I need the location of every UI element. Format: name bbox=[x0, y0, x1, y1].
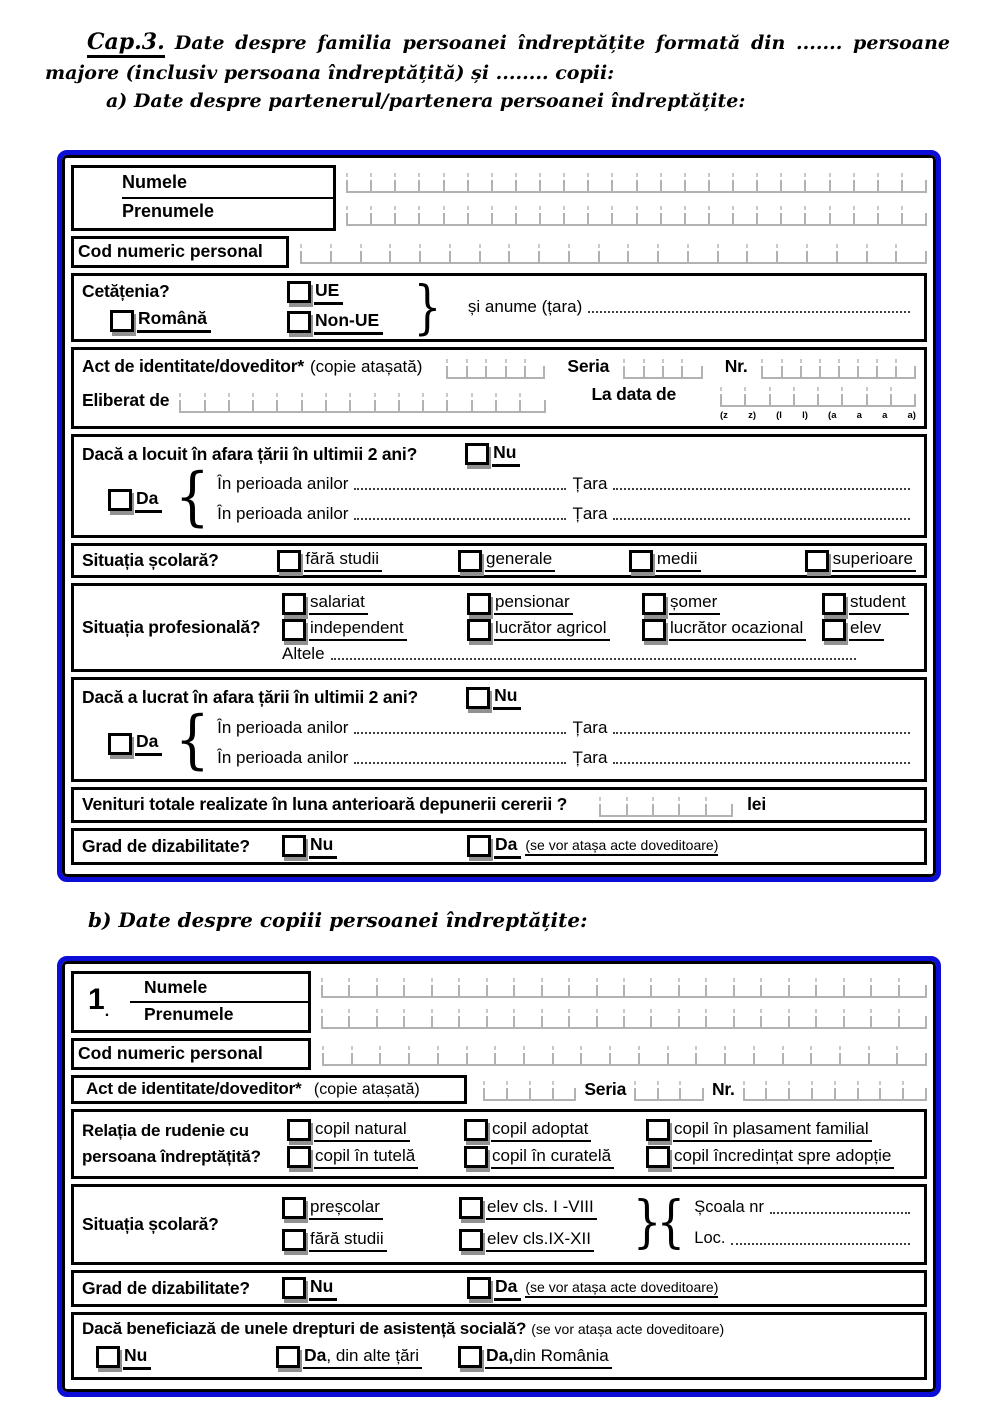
worked-abroad-question: Dacă a lucrat în afara țării în ultimii 2 ani? bbox=[82, 687, 419, 708]
tara-label: Țara bbox=[572, 717, 608, 737]
checkbox-non-ue[interactable] bbox=[287, 311, 311, 333]
checkbox-superioare[interactable] bbox=[805, 550, 829, 572]
child-prenumele-input[interactable] bbox=[321, 1005, 927, 1029]
tara-input-line[interactable] bbox=[613, 506, 910, 520]
child-dizabilitate-da-label: Da bbox=[494, 1276, 521, 1301]
dizabilitate-nu-label: Nu bbox=[309, 834, 337, 859]
checkbox-prescolar[interactable] bbox=[282, 1197, 306, 1219]
date-format-hint: (z z) (l l) (a a a a) bbox=[720, 409, 916, 421]
asistenta-da-alte-tari-label: Da, din alte țări bbox=[303, 1345, 422, 1369]
checkbox-child-dizabilitate-nu[interactable] bbox=[282, 1277, 306, 1299]
tara-label: Țara bbox=[572, 474, 608, 494]
copil-adoptat-label: copil adoptat bbox=[491, 1119, 591, 1142]
kinship-question-line2: persoana îndreptățită? bbox=[82, 1146, 261, 1166]
lei-label: lei bbox=[747, 794, 766, 815]
checkbox-student[interactable] bbox=[822, 593, 846, 615]
checkbox-elev-9-12[interactable] bbox=[459, 1229, 483, 1251]
lucrat-brace: { bbox=[175, 703, 211, 778]
generale-label: generale bbox=[485, 549, 555, 572]
checkbox-asistenta-da-alte-tari[interactable] bbox=[276, 1346, 300, 1368]
child-cnp-section bbox=[71, 1038, 927, 1070]
seria-label: Seria bbox=[567, 356, 610, 376]
professional-question: Situația profesională? bbox=[82, 617, 261, 638]
tara-input-line[interactable] bbox=[613, 750, 910, 764]
checkbox-locuit-nu[interactable] bbox=[465, 443, 489, 465]
cnp-label: Cod numeric personal bbox=[71, 236, 289, 268]
student-label: student bbox=[849, 592, 909, 615]
professional-section bbox=[71, 583, 927, 672]
anume-label: și anume (țara) bbox=[467, 297, 583, 316]
la-data-label: La data de bbox=[591, 384, 676, 404]
cnp-label: Cod numeric personal bbox=[71, 1038, 311, 1070]
chapter-text: Date despre familia persoanei îndreptățite formată din ....... persoane majore (inclusiv persoana îndreptățită) și ........ copii: bbox=[45, 32, 950, 84]
perioada-input-line[interactable] bbox=[354, 506, 566, 520]
eliberat-label: Eliberat de bbox=[82, 390, 170, 410]
child-identity-doc-section bbox=[71, 1075, 927, 1104]
act-note: (copie atașată) bbox=[309, 356, 423, 376]
perioada-label: În perioada anilor bbox=[217, 717, 349, 737]
checkbox-lucrator-agricol[interactable] bbox=[467, 619, 491, 641]
dizabilitate-da-label: Da bbox=[494, 834, 521, 859]
checkbox-medii[interactable] bbox=[629, 550, 653, 572]
lived-abroad-section bbox=[71, 434, 927, 539]
child-cnp-input[interactable] bbox=[322, 1042, 927, 1066]
chapter-number: Cap.3. bbox=[87, 29, 165, 58]
checkbox-ue[interactable] bbox=[287, 281, 311, 303]
child-dizabilitate-nu-label: Nu bbox=[309, 1276, 337, 1301]
lucrator-agricol-label: lucrător agricol bbox=[494, 618, 610, 641]
checkbox-copil-tutela[interactable] bbox=[287, 1146, 311, 1168]
seria-input[interactable] bbox=[623, 355, 703, 379]
perioada-input-line[interactable] bbox=[354, 476, 566, 490]
seria-label: Seria bbox=[584, 1078, 627, 1099]
copil-incredintat-label: copil încredințat spre adopție bbox=[673, 1146, 894, 1169]
name-labels bbox=[71, 165, 336, 231]
checkbox-copil-adoptat[interactable] bbox=[464, 1119, 488, 1141]
lucrator-ocazional-label: lucrător ocazional bbox=[669, 618, 806, 641]
checkbox-elev[interactable] bbox=[822, 619, 846, 641]
elev-9-12-label: elev cls.IX-XII bbox=[486, 1229, 594, 1252]
salariat-label: salariat bbox=[309, 592, 368, 615]
la-data-input[interactable] bbox=[720, 383, 916, 407]
assistance-note: (se vor atașa acte doveditoare) bbox=[531, 1320, 725, 1337]
lived-abroad-question: Dacă a locuit în afara țării în ultimii 2 ani? bbox=[82, 443, 418, 464]
child-disability-question: Grad de dizabilitate? bbox=[82, 1277, 250, 1298]
checkbox-lucrat-da[interactable] bbox=[108, 733, 132, 755]
checkbox-copil-curatela[interactable] bbox=[464, 1146, 488, 1168]
dizabilitate-note: (se vor atașa acte doveditoare) bbox=[525, 837, 718, 856]
child-education-question: Situația școlară? bbox=[82, 1213, 219, 1234]
child-act-type-input[interactable] bbox=[483, 1077, 576, 1101]
worked-abroad-section bbox=[71, 677, 927, 782]
checkbox-lucrat-nu[interactable] bbox=[466, 687, 490, 709]
child-nr-input[interactable] bbox=[743, 1077, 927, 1101]
citizenship-brace: } bbox=[413, 272, 442, 341]
copil-natural-label: copil natural bbox=[314, 1119, 410, 1142]
subheading-a: a) Date despre partenerul/partenera persoanei îndreptățite: bbox=[106, 89, 746, 112]
altele-label: Altele bbox=[282, 644, 325, 664]
checkbox-asistenta-nu[interactable] bbox=[96, 1346, 120, 1368]
partner-cnp-section bbox=[71, 236, 927, 268]
income-input[interactable] bbox=[599, 793, 733, 817]
kinship-question-line1: Relația de rudenie cu bbox=[82, 1121, 249, 1141]
superioare-label: superioare bbox=[832, 549, 916, 572]
altele-input-line[interactable] bbox=[331, 646, 856, 660]
nr-label: Nr. bbox=[724, 356, 748, 376]
prenumele-input[interactable] bbox=[346, 202, 927, 226]
child-disability-section bbox=[71, 1270, 927, 1307]
asistenta-nu-label: Nu bbox=[123, 1345, 151, 1370]
prenumele-label: Prenumele bbox=[144, 1003, 234, 1024]
medii-label: medii bbox=[656, 549, 701, 572]
act-label: Act de identitate/doveditor* bbox=[82, 356, 304, 376]
tara-label: Țara bbox=[572, 504, 608, 524]
numele-input[interactable] bbox=[346, 169, 927, 193]
child-seria-input[interactable] bbox=[634, 1077, 704, 1101]
checkbox-copil-plasament[interactable] bbox=[646, 1119, 670, 1141]
disability-section bbox=[71, 828, 927, 865]
scoala-nr-input-line[interactable] bbox=[770, 1200, 910, 1214]
social-assistance-section bbox=[71, 1312, 927, 1380]
scoala-nr-label: Școala nr bbox=[694, 1198, 764, 1217]
checkbox-dizabilitate-nu[interactable] bbox=[282, 835, 306, 857]
identity-doc-section bbox=[71, 347, 927, 429]
disability-question: Grad de dizabilitate? bbox=[82, 835, 250, 856]
lucrat-nu-label: Nu bbox=[493, 685, 521, 710]
checkbox-copil-natural[interactable] bbox=[287, 1119, 311, 1141]
assistance-question: Dacă beneficiază de unele drepturi de asistență socială? bbox=[82, 1318, 527, 1338]
act-label: Act de identitate/doveditor* bbox=[86, 1078, 302, 1098]
nr-input[interactable] bbox=[761, 355, 916, 379]
school-brace: }{ bbox=[632, 1189, 681, 1255]
checkbox-generale[interactable] bbox=[458, 550, 482, 572]
kinship-section bbox=[71, 1109, 927, 1179]
perioada-label: În perioada anilor bbox=[217, 504, 349, 524]
checkbox-fara-studii[interactable] bbox=[277, 550, 301, 572]
child-numele-input[interactable] bbox=[321, 974, 927, 998]
copil-plasament-label: copil în plasament familial bbox=[673, 1119, 872, 1142]
checkbox-dizabilitate-da[interactable] bbox=[467, 835, 491, 857]
perioada-input-line[interactable] bbox=[354, 750, 566, 764]
child-index: $1_.$ bbox=[88, 982, 110, 1020]
checkbox-romana[interactable] bbox=[110, 310, 134, 332]
perioada-input-line[interactable] bbox=[354, 720, 566, 734]
child-fara-studii-label: fără studii bbox=[309, 1229, 387, 1252]
asistenta-da-romania-label: Da,din România bbox=[485, 1345, 612, 1369]
prenumele-label: Prenumele bbox=[122, 200, 215, 221]
children-data-box bbox=[57, 956, 941, 1397]
non-ue-label: Non-UE bbox=[314, 310, 383, 335]
elev-label: elev bbox=[849, 618, 884, 641]
tara-label: Țara bbox=[572, 747, 608, 767]
checkbox-copil-incredintat[interactable] bbox=[646, 1146, 670, 1168]
act-type-input[interactable] bbox=[446, 355, 545, 379]
perioada-label: În perioada anilor bbox=[217, 747, 349, 767]
eliberat-input[interactable] bbox=[179, 389, 545, 413]
education-section bbox=[71, 543, 927, 578]
partner-name-section bbox=[71, 165, 927, 231]
nr-label: Nr. bbox=[711, 1078, 735, 1099]
tara-input-line[interactable] bbox=[613, 720, 910, 734]
loc-label: Loc. bbox=[694, 1229, 726, 1248]
locuit-brace: { bbox=[175, 459, 211, 534]
anume-input-line[interactable] bbox=[588, 299, 910, 313]
checkbox-child-fara-studii[interactable] bbox=[282, 1229, 306, 1251]
act-note: (copie atașată) bbox=[313, 1080, 420, 1098]
loc-input-line[interactable] bbox=[731, 1231, 910, 1245]
copil-tutela-label: copil în tutelă bbox=[314, 1146, 418, 1169]
checkbox-locuit-da[interactable] bbox=[108, 489, 132, 511]
checkbox-salariat[interactable] bbox=[282, 593, 306, 615]
fara-studii-label: fără studii bbox=[304, 549, 382, 572]
locuit-da-label: Da bbox=[135, 488, 162, 513]
chapter-heading bbox=[45, 26, 950, 88]
independent-label: independent bbox=[309, 618, 407, 641]
checkbox-elev-1-8[interactable] bbox=[459, 1197, 483, 1219]
prescolar-label: preșcolar bbox=[309, 1197, 383, 1220]
elev-1-8-label: elev cls. I -VIII bbox=[486, 1197, 597, 1220]
numele-label: Numele bbox=[130, 976, 308, 1003]
subheading-b: b) Date despre copiii persoanei îndreptățite: bbox=[88, 907, 588, 932]
lucrat-da-label: Da bbox=[135, 731, 162, 756]
tara-input-line[interactable] bbox=[613, 476, 910, 490]
child-name-section bbox=[71, 971, 927, 1033]
copil-curatela-label: copil în curatelă bbox=[491, 1146, 614, 1169]
checkbox-pensionar[interactable] bbox=[467, 593, 491, 615]
checkbox-somer[interactable] bbox=[642, 593, 666, 615]
act-label-box bbox=[71, 1075, 467, 1104]
somer-label: șomer bbox=[669, 592, 720, 615]
child-name-labels bbox=[71, 971, 311, 1033]
citizenship-question: Cetățenia? bbox=[82, 281, 170, 301]
numele-label: Numele bbox=[122, 170, 333, 199]
income-question: Venituri totale realizate în luna anterioară depunerii cererii ? bbox=[82, 794, 568, 815]
romana-label: Română bbox=[137, 308, 211, 333]
income-section bbox=[71, 787, 927, 823]
cnp-input[interactable] bbox=[300, 240, 927, 264]
locuit-nu-label: Nu bbox=[492, 442, 520, 467]
checkbox-child-dizabilitate-da[interactable] bbox=[467, 1277, 491, 1299]
pensionar-label: pensionar bbox=[494, 592, 573, 615]
child-education-section bbox=[71, 1184, 927, 1265]
checkbox-independent[interactable] bbox=[282, 619, 306, 641]
perioada-label: În perioada anilor bbox=[217, 474, 349, 494]
ue-label: UE bbox=[314, 280, 343, 305]
checkbox-asistenta-da-romania[interactable] bbox=[458, 1346, 482, 1368]
citizenship-section bbox=[71, 273, 927, 342]
child-dizabilitate-note: (se vor atașa acte doveditoare) bbox=[525, 1279, 718, 1298]
education-question: Situația școlară? bbox=[82, 550, 219, 571]
partner-data-box bbox=[57, 150, 941, 882]
checkbox-lucrator-ocazional[interactable] bbox=[642, 619, 666, 641]
